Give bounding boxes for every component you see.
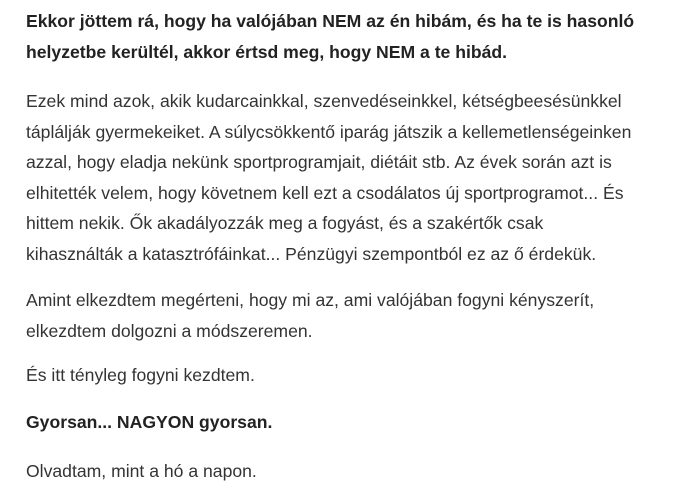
started-losing-paragraph: És itt tényleg fogyni kezdtem. [26,365,255,385]
method-paragraph: Amint elkezdtem megérteni, hogy mi az, ami valójában fogyni kényszerít, elkezdtem dolgozni a módszeremen. [26,290,595,341]
melted-paragraph: Olvadtam, mint a hó a napon. [26,461,257,481]
fast-bold-paragraph: Gyorsan... NAGYON gyorsan. [26,412,273,432]
intro-bold-paragraph: Ekkor jöttem rá, hogy ha valójában NEM az én hibám, és ha te is hasonló helyzetbe kerültél, akkor értsd meg, hogy NEM a te hibád. [26,11,635,62]
weight-loss-industry-paragraph: Ezek mind azok, akik kudarcainkkal, szenvedéseinkkel, kétségbeesésünkkel táplálják gyermekeiket. A súlycsökkentő iparág játszik a kellemetlenségeinken azzal, hogy eladja nekünk sportprogramjait, diétáit stb. Az évek során azt is elhitették velem, hogy követnem kell ezt a csodálatos új sportprogramot... És hittem nekik. Ők akadályozzák meg a fogyást, és a szakértők csak kihasználták a katasztrófáinkat... Pénzügyi szempontból ez az ő érdekük. [26,91,632,264]
